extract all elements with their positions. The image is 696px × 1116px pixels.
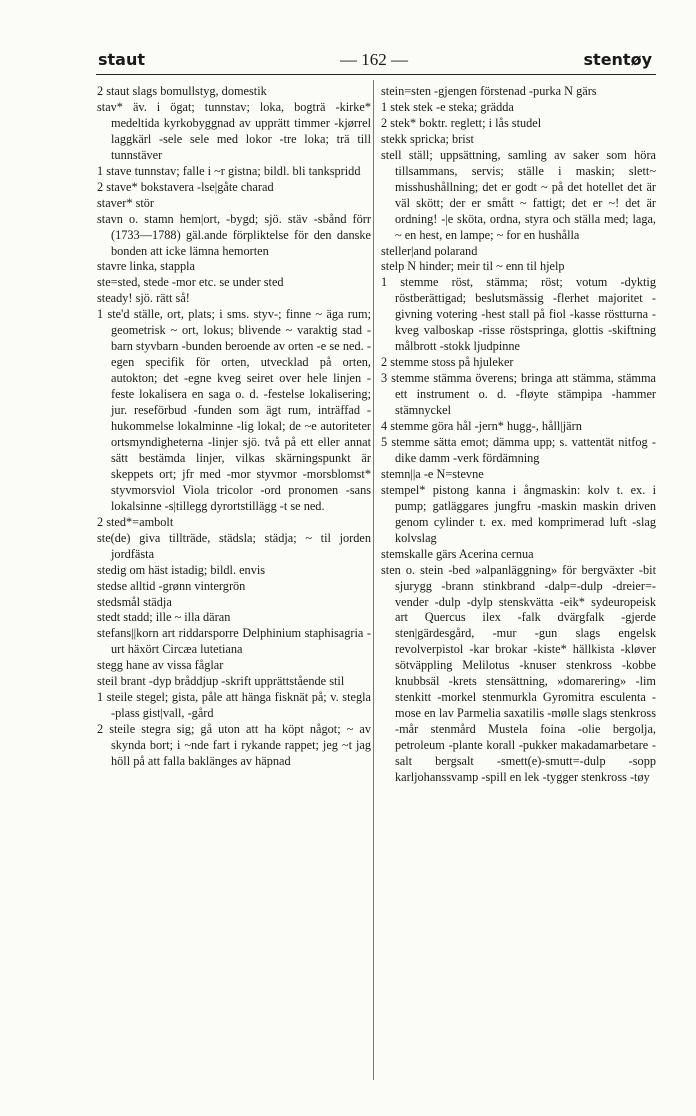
entry: stegg hane av vissa fåglar [97,658,224,673]
left-headword: staut [98,50,146,69]
entry: 5 stemme sätta emot; dämma upp; s. vattentät nitfog -dike damm -verk fördämning [381,434,656,465]
entry: 2 stek* boktr. reglett; i lås studel [381,115,542,130]
entry: sten o. stein -bed »alpanläggning» för bergväxter -bit sjurygg -brann stinkbrand -dalp=-dulp -dreier=-vender -dulp -dylp stenskvätta -eik* sydeuropeisk art Quercus ilex -falk dvärgfalk -gjerde sten|gärdesgård, -mur -gun slags engelsk revolverpistol -kar brokar -kiste* hällkista -kløver sötväppling Melilotus -knuser stenkross -kobbe knubbsäl -krets stensättning, »domarering» -lim stenkitt -morkel stenmurkla Gyromitra esculenta -mose en lav Parmelia saxatilis -mølle slags stenkross -mår stenmård Mustela foina -olie bergolja, petroleum -plante korall -pukker makadamarbetare -salt bergsalt -smett(e)-smutt=-dulp -sopp karljohanssvamp -spill en lek -tygger stenkross -tøy [381,562,656,784]
entry: 2 sted*=ambolt [97,514,174,529]
entry: 1 ste'd ställe, ort, plats; i sms. styv-; finne ~ äga rum; geometrisk ~ ort, lokus; blivende ~ varaktig stad -barn styvbarn -bunden beroende av orten -e se ned. -egen specifik för orten, utvecklad på orten, autokton; det -egne kveg seiret over hele linjen -feste lokalisera en saga o. d. -festelse lokalisering; jur. reseförbud -funden som ägt rum, inträffad -hukommelse lokalminne -lig lokal; de ~e autoriteter ortsmyndigheterna -linjer sjö. två på ett eller annat sätt bestämda linjer, vilkas skärningspunkt är skeppets ort; jfr med -mor styvmor -morsblomst* styvmorsviol Viola tricolor -ord pronomen -sans lokalsinne -s|tillegg dyrortstillägg -t se ned. [97,307,371,513]
entry: stemskalle gärs Acerina cernua [381,546,534,561]
page-number: — 162 — [340,50,408,69]
entry: stefans||korn art riddarsporre Delphinium staphisagria -urt häxört Circæa lutetiana [97,626,371,657]
left-column [97,84,371,1084]
entry: stavn o. stamn hem|ort, -bygd; sjö. stäv -sbånd förr (1733—1788) gäl.ande förpliktelse för den danske bonden att icke lämna hemorten [97,211,371,258]
entry: staver* stör [97,195,155,210]
entry: stempel* pistong kanna i ångmaskin: kolv t. ex. i pump; gatläggares jungfru -maskin maskin driven genom cylinder t. ex. med komprimerad luft -slag kolvslag [381,482,656,545]
entry: 1 stek stek -e steka; grädda [381,99,514,114]
entry: stedse alltid -grønn vintergrön [97,578,246,593]
entry: stedt stadd; ille ~ illa däran [97,610,231,625]
right-headword: stentøy [583,50,652,69]
entry: 1 steile stegel; gista, påle att hänga fisknät på; v. stegla -plass gist|vall, -gård [97,690,371,721]
entry: steller|and polarand [381,243,478,258]
entry: stemn||a -e N=stevne [381,466,484,481]
entry: ste=sted, stede -mor etc. se under sted [97,275,284,290]
column-divider [373,80,374,1080]
header-rule [96,74,656,75]
entry: stekk spricka; brist [381,131,474,146]
entry: 2 steile stegra sig; gå uton att ha köpt något; ~ av skynda bort; i ~nde fart i rykande rappet; jeg ~t jag höll på att falla baklänges av häpnad [97,722,371,769]
entry: stein=sten -gjengen förstenad -purka N gärs [381,84,597,98]
entry: stedsmål städja [97,594,172,609]
entry: 1 stemme röst, stämma; röst; votum -dyktig röstberättigad; beslutsmässig -flerhet majoritet -givning votering -hest stall på fiol -kasse röstturna -kveg valboskap -risse röstspringa, glottis -skiftning målbrott -stokk ljudpinne [381,275,656,354]
entry: stell ställ; uppsättning, samling av saker som höra tillsammans, servis; ställe i maskin; slett~ misshushållning; det er godt ~ på det hotellet det är väl skött; der er smått ~ fattigt; det er ~! det är ordning! -|e sköta, ordna, styra och ställa med; laga, ~ en hest, en lampe; ~ for en hushålla [381,147,656,242]
entry: 2 stave* bokstavera -lse|gåte charad [97,179,274,194]
entry: 4 stemme göra hål -jern* hugg-, håll|järn [381,419,582,434]
entry: 1 stave tunnstav; falle i ~r gistna; bildl. bli tankspridd [97,163,361,178]
page-header [96,50,652,74]
entry: stedig om häst istadig; bildl. envis [97,562,266,577]
entry: 3 stemme stämma överens; bringa att stämma, stämma ett instrument o. d. -fløyte stämpipa -hammer stämnyckel [381,371,656,418]
entry: 2 stemme stoss på hjuleker [381,355,514,370]
entry: stav* äv. i ögat; tunnstav; loka, bogträ -kirke* medeltida kyrkobyggnad av upprätt timmer -kjørrel laggkärl -sele sele med lokor -tre loka; trä till tunnstäver [97,99,371,162]
entry: stavre linka, stappla [97,259,196,274]
entry: ste(de) giva tillträde, städsla; städja; ~ til jorden jordfästa [97,530,371,561]
entry: steil brant -dyp bråddjup -skrift upprättstående stil [97,674,345,689]
entry: steady! sjö. rätt så! [97,291,190,306]
entry: 2 staut slags bomullstyg, domestik [97,84,267,98]
entry: stelp N hinder; meir til ~ enn til hjelp [381,259,565,274]
right-column [381,84,656,1084]
